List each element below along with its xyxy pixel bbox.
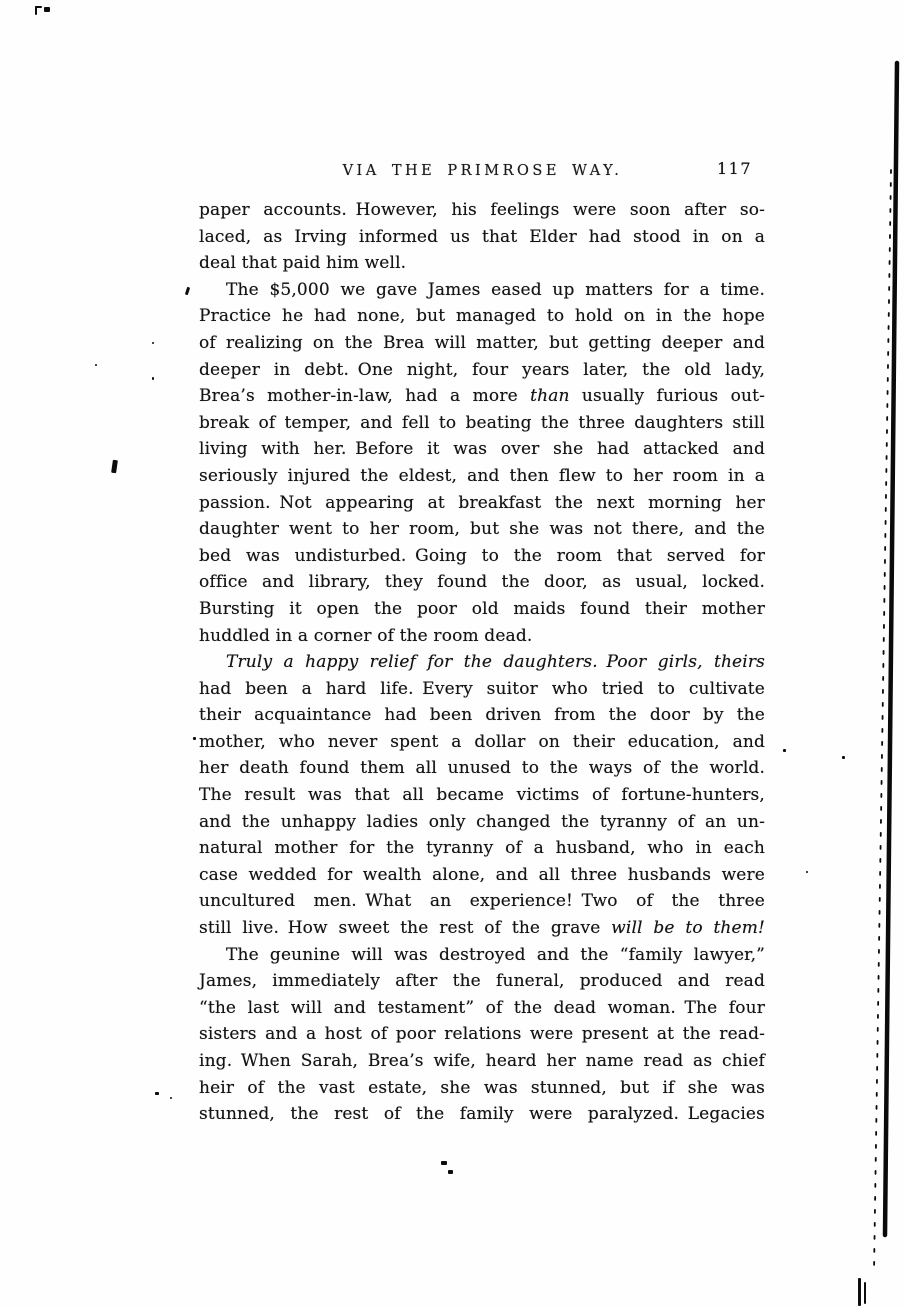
text-segment: sisters and a host of poor relations were present at the read- (199, 1024, 765, 1045)
text-segment: heir of the vast estate, she was stunned, but if she was (199, 1077, 765, 1098)
text-segment: case wedded for wealth alone, and all three husbands were (199, 864, 765, 885)
paragraph (199, 197, 765, 277)
text-segment: still live. How sweet the rest of the grave (199, 918, 612, 939)
text-line (199, 915, 765, 942)
scan-speck (806, 871, 808, 873)
text-segment: ing. When Sarah, Brea’s wife, heard her name read as chief (199, 1051, 765, 1071)
scan-speck (783, 749, 786, 752)
text-line (199, 729, 765, 756)
scan-speck (155, 1092, 159, 1095)
text-line (199, 383, 765, 410)
text-segment: seriously injured the eldest, and then flew to her room in a (199, 465, 765, 486)
scan-speck (170, 1097, 172, 1099)
scan-speck (858, 1278, 861, 1306)
scan-speck (193, 737, 196, 740)
text-line (199, 436, 765, 463)
text-segment: office and library, they found the door, as usual, locked. (199, 572, 765, 593)
page-header (200, 160, 765, 182)
text-line (199, 197, 765, 224)
text-line (199, 463, 765, 490)
text-line (199, 649, 765, 676)
text-segment: deal that paid him well. (199, 253, 407, 274)
text-line (199, 490, 765, 517)
text-line (199, 702, 765, 729)
book-gutter-shadow (874, 170, 891, 1272)
scan-speck (152, 377, 154, 380)
paragraph (199, 649, 765, 942)
text-line (199, 410, 765, 437)
text-line (199, 782, 765, 809)
text-segment: Bursting it open the poor old maids found their mother (199, 598, 765, 619)
text-segment: The geunine will was destroyed and the “family lawyer,” (226, 944, 765, 965)
text-segment: The result was that all became victims of fortune-hunters, (199, 785, 765, 806)
text-line (199, 995, 765, 1022)
text-line (199, 224, 765, 251)
text-line (199, 755, 765, 782)
scan-speck (44, 7, 50, 12)
page-number: 117 (716, 159, 752, 178)
text-segment: paper accounts. However, his feelings were soon after so- (199, 200, 765, 220)
scan-speck (448, 1170, 453, 1174)
text-segment: had been a hard life. Every suitor who tried to cultivate (199, 678, 765, 699)
book-gutter-line (885, 63, 897, 1235)
text-segment: mother, who never spent a dollar on their education, and (199, 731, 765, 752)
text-line (199, 1048, 765, 1075)
text-line (199, 1101, 765, 1128)
text-segment: Brea’s mother-in-law, had a more (199, 386, 531, 407)
scan-speck (842, 756, 845, 759)
running-head: VIA THE PRIMROSE WAY. (342, 163, 623, 179)
text-line (199, 968, 765, 995)
text-segment: their acquaintance had been driven from the door by the (199, 705, 765, 726)
text-segment: break of temper, and fell to beating the three daughters still (199, 412, 765, 433)
text-line (199, 888, 765, 915)
italic-text-segment: Truly a happy relief for the daughters. Poor girls, theirs (226, 652, 765, 673)
text-line (199, 1021, 765, 1048)
text-segment: passion. Not appearing at breakfast the next morning her (199, 492, 765, 513)
text-segment: deeper in debt. One night, four years later, the old lady, (199, 359, 765, 380)
text-segment: “the last will and testament” of the dead woman. The four (199, 997, 765, 1018)
text-segment: Practice he had none, but managed to hold on in the hope (199, 306, 765, 327)
text-segment: stunned, the rest of the family were paralyzed. Legacies (199, 1104, 765, 1125)
text-segment: uncultured men. What an experience! Two of the three (199, 891, 765, 912)
text-line (199, 809, 765, 836)
text-line (199, 516, 765, 543)
paragraph (199, 277, 765, 649)
text-segment: living with her. Before it was over she had attacked and (199, 439, 765, 460)
text-line (199, 569, 765, 596)
text-segment: huddled in a corner of the room dead. (199, 625, 533, 646)
scan-speck (441, 1161, 447, 1165)
text-segment: her death found them all unused to the ways of the world. (199, 758, 765, 779)
text-segment: of realizing on the Brea will matter, but getting deeper and (199, 332, 765, 353)
italic-text-segment: will be to them! (611, 918, 765, 939)
text-line (199, 543, 765, 570)
scan-speck (111, 460, 118, 474)
text-line (199, 835, 765, 862)
scan-speck (185, 287, 190, 296)
text-line (199, 303, 765, 330)
text-segment: and the unhappy ladies only changed the tyranny of an un- (199, 811, 765, 832)
text-line (199, 596, 765, 623)
body-text (199, 197, 765, 1128)
text-segment: usually furious out- (569, 386, 765, 407)
text-segment: natural mother for the tyranny of a husband, who in each (199, 838, 765, 859)
scan-speck (152, 342, 154, 344)
text-segment: James, immediately after the funeral, produced and read (199, 971, 765, 992)
text-line (199, 676, 765, 703)
text-line (199, 942, 765, 969)
text-segment: laced, as Irving informed us that Elder had stood in on a (199, 226, 765, 247)
text-line (199, 250, 765, 277)
scan-speck (95, 364, 97, 366)
text-line (199, 623, 765, 650)
paragraph (199, 942, 765, 1128)
italic-text-segment: than (530, 386, 570, 407)
text-line (199, 357, 765, 384)
text-line (199, 277, 765, 304)
text-segment: The $5,000 we gave James eased up matters for a time. (226, 279, 765, 300)
text-line (199, 862, 765, 889)
text-line (199, 330, 765, 357)
text-line (199, 1075, 765, 1102)
scan-speck (864, 1282, 866, 1304)
scan-speck (35, 6, 42, 8)
text-segment: daughter went to her room, but she was not there, and the (199, 519, 765, 540)
text-segment: bed was undisturbed. Going to the room that served for (199, 545, 765, 566)
